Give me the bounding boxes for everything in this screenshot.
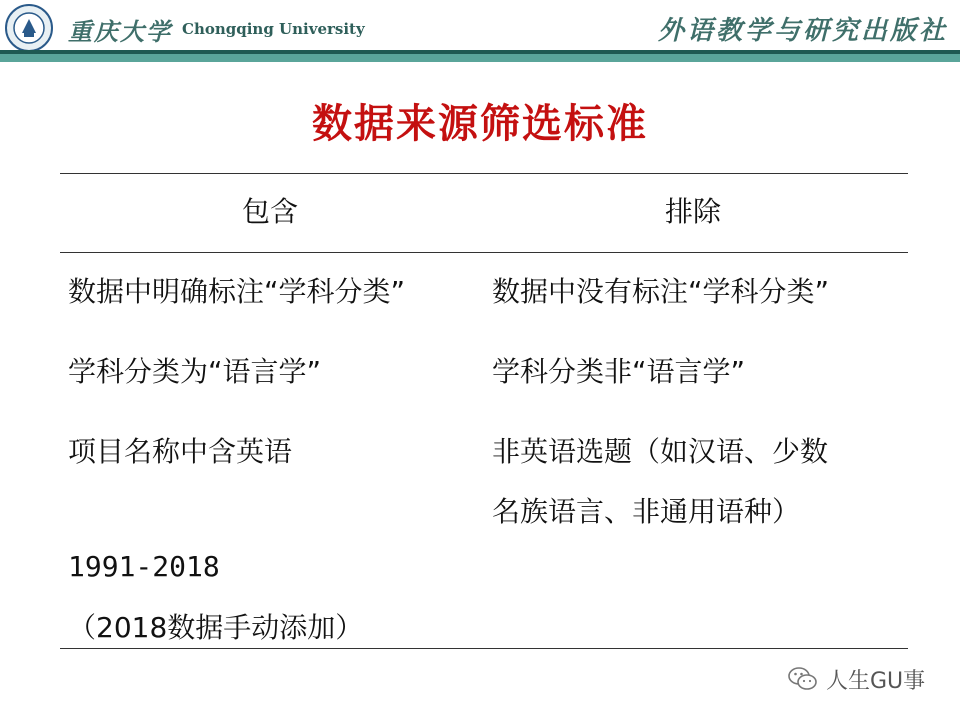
column-header-exclude: 排除 (665, 195, 722, 228)
table-bottom-rule (60, 648, 908, 649)
header-divider-light (0, 54, 960, 62)
watermark-text: 人生GU事 (826, 668, 926, 694)
publisher-name: 外语教学与研究出版社 (657, 16, 948, 46)
university-name-en: Chongqing University (182, 20, 365, 38)
table-header-rule (60, 252, 908, 253)
table-cell-exclude-continued: 名族语言、非通用语种） (492, 495, 801, 528)
slide-title: 数据来源筛选标准 (312, 100, 648, 147)
table-cell-exclude: 非英语选题（如汉语、少数 (492, 435, 829, 468)
table-cell-exclude: 数据中没有标注“学科分类” (492, 275, 830, 308)
table-top-rule (60, 173, 908, 174)
table-cell-include-continued: （2018数据手动添加） (68, 611, 364, 644)
column-header-include: 包含 (242, 195, 299, 228)
table-cell-include: 学科分类为“语言学” (68, 355, 322, 388)
table-cell-include: 数据中明确标注“学科分类” (68, 275, 406, 308)
wechat-icon (788, 666, 818, 692)
watermark (788, 664, 925, 694)
table-cell-exclude: 学科分类非“语言学” (492, 355, 746, 388)
table-cell-include: 项目名称中含英语 (68, 435, 293, 468)
university-name-cn: 重庆大学 (68, 17, 172, 46)
table-cell-include: 1991-2018 (68, 550, 220, 583)
university-logo-icon (4, 3, 54, 53)
